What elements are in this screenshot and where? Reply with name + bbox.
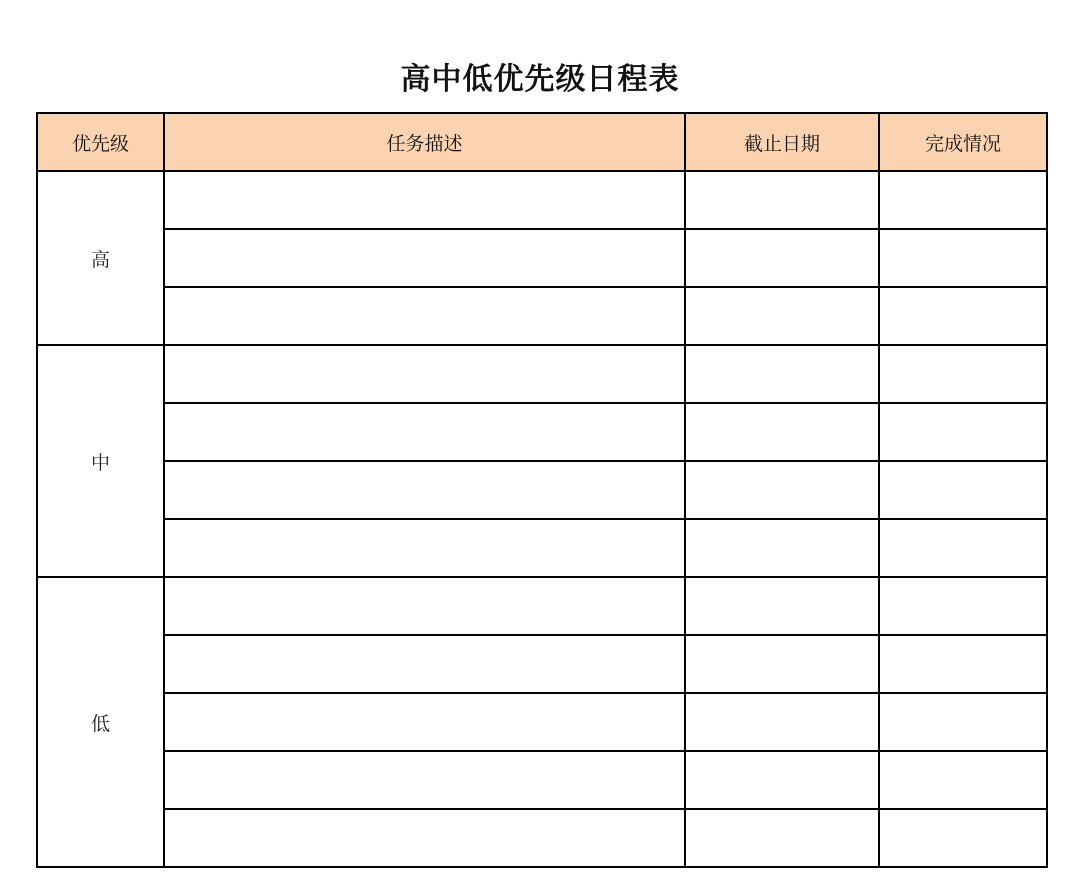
priority-label-high: 高 [37, 171, 164, 345]
header-priority: 优先级 [37, 113, 164, 171]
task-cell[interactable] [164, 519, 685, 577]
task-cell[interactable] [164, 229, 685, 287]
table-row [37, 171, 1047, 229]
table-row [37, 577, 1047, 635]
deadline-cell[interactable] [685, 519, 879, 577]
deadline-cell[interactable] [685, 287, 879, 345]
status-cell[interactable] [879, 403, 1047, 461]
task-cell[interactable] [164, 635, 685, 693]
header-status: 完成情况 [879, 113, 1047, 171]
status-cell[interactable] [879, 635, 1047, 693]
task-cell[interactable] [164, 809, 685, 867]
status-cell[interactable] [879, 229, 1047, 287]
table-row [37, 229, 1047, 287]
table-row [37, 693, 1047, 751]
task-cell[interactable] [164, 403, 685, 461]
task-cell[interactable] [164, 461, 685, 519]
task-cell[interactable] [164, 171, 685, 229]
table-row [37, 635, 1047, 693]
table-row [37, 751, 1047, 809]
task-cell[interactable] [164, 693, 685, 751]
task-cell[interactable] [164, 577, 685, 635]
deadline-cell[interactable] [685, 461, 879, 519]
deadline-cell[interactable] [685, 403, 879, 461]
table-row [37, 403, 1047, 461]
deadline-cell[interactable] [685, 229, 879, 287]
task-cell[interactable] [164, 345, 685, 403]
deadline-cell[interactable] [685, 171, 879, 229]
status-cell[interactable] [879, 345, 1047, 403]
priority-label-low: 低 [37, 577, 164, 867]
deadline-cell[interactable] [685, 345, 879, 403]
status-cell[interactable] [879, 577, 1047, 635]
deadline-cell[interactable] [685, 693, 879, 751]
table-row [37, 519, 1047, 577]
deadline-cell[interactable] [685, 809, 879, 867]
header-deadline: 截止日期 [685, 113, 879, 171]
priority-schedule-table [36, 112, 1048, 868]
table-row [37, 809, 1047, 867]
status-cell[interactable] [879, 693, 1047, 751]
table-row [37, 461, 1047, 519]
deadline-cell[interactable] [685, 635, 879, 693]
priority-label-medium: 中 [37, 345, 164, 577]
status-cell[interactable] [879, 171, 1047, 229]
status-cell[interactable] [879, 809, 1047, 867]
header-task-description: 任务描述 [164, 113, 685, 171]
deadline-cell[interactable] [685, 751, 879, 809]
status-cell[interactable] [879, 287, 1047, 345]
table-header-row [37, 113, 1047, 171]
schedule-title: 高中低优先级日程表 [400, 62, 680, 97]
table-row [37, 345, 1047, 403]
deadline-cell[interactable] [685, 577, 879, 635]
status-cell[interactable] [879, 751, 1047, 809]
status-cell[interactable] [879, 519, 1047, 577]
status-cell[interactable] [879, 461, 1047, 519]
task-cell[interactable] [164, 287, 685, 345]
task-cell[interactable] [164, 751, 685, 809]
table-row [37, 287, 1047, 345]
